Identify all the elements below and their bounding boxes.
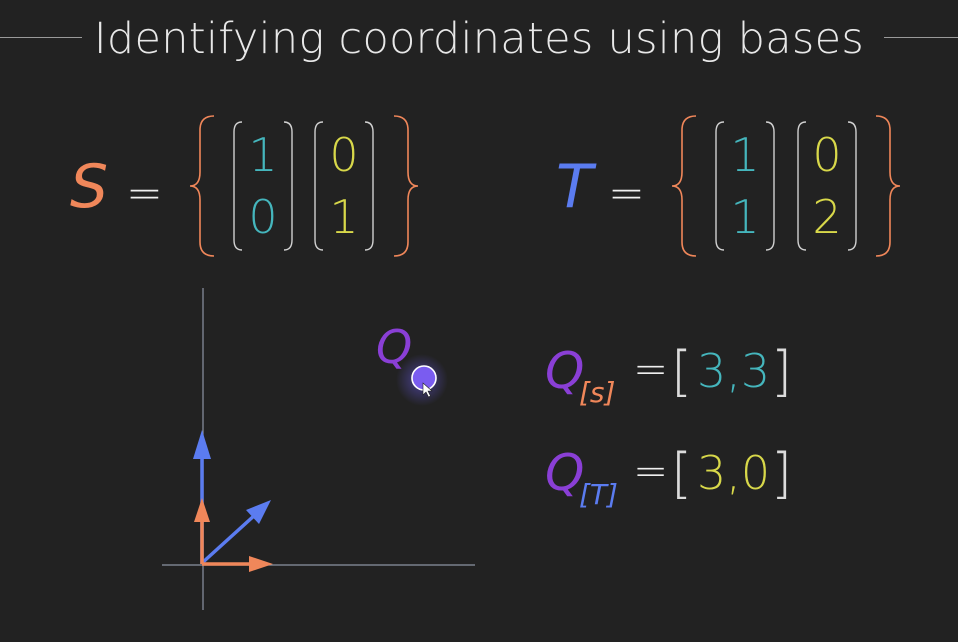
coords-s-q: Q — [545, 342, 585, 400]
basis-s-label: S — [70, 152, 109, 222]
vector-entry-bottom: 1 — [329, 190, 359, 244]
coords-t-close-bracket: ] — [771, 442, 793, 505]
coords-t-q: Q — [545, 444, 585, 502]
basis-s-equals: = — [126, 168, 163, 219]
vector-entry-bottom: 2 — [812, 190, 842, 244]
coords-t-row — [545, 444, 805, 524]
vector-entry-top: 0 — [812, 128, 842, 182]
coords-s-subscript: [s] — [579, 376, 616, 409]
page-title: Identifying coordinates using bases — [93, 14, 865, 64]
basis-t-equals: = — [608, 168, 645, 219]
basis-s-vector-2-arrow — [194, 498, 210, 564]
point-q-label: Q — [376, 320, 413, 374]
coords-t-open-bracket: [ — [671, 442, 693, 505]
basis-t-label: T — [556, 152, 593, 222]
vector-entry-bottom: 1 — [730, 190, 760, 244]
vector-entry-top: 1 — [730, 128, 760, 182]
basis-t-vector-1-arrow — [202, 500, 271, 563]
coords-t-equals: = — [633, 446, 669, 495]
coords-t-subscript: [T] — [579, 478, 618, 511]
vector-entry-top: 1 — [248, 128, 278, 182]
coords-s-open-bracket: [ — [671, 340, 693, 403]
coords-s-value: 3,3 — [697, 344, 771, 398]
coords-s-close-bracket: ] — [771, 340, 793, 403]
coords-t-value: 3,0 — [697, 446, 771, 500]
vector-entry-bottom: 0 — [248, 190, 278, 244]
coords-s-row — [545, 342, 805, 422]
vector-entry-top: 0 — [329, 128, 359, 182]
coords-s-equals: = — [633, 344, 669, 393]
basis-s-vector-1-arrow — [202, 556, 273, 572]
